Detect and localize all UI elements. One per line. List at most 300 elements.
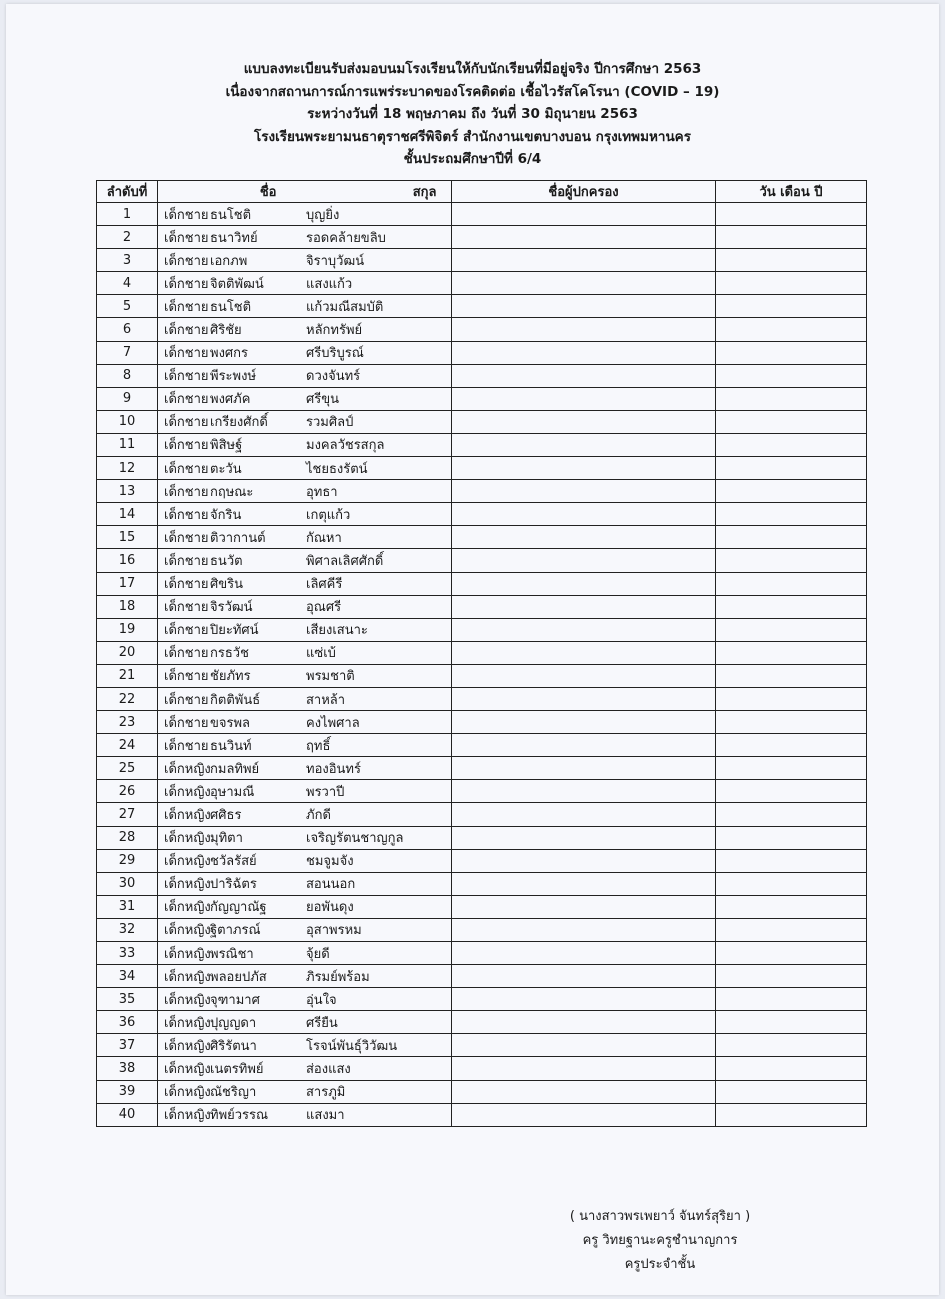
name-prefix: เด็กชาย: [164, 392, 209, 408]
row-number: 19: [97, 618, 158, 641]
guardian-cell: [452, 641, 716, 664]
student-name-cell: [158, 1034, 452, 1057]
table-row: [97, 595, 867, 618]
date-cell: [716, 226, 867, 249]
date-cell: [716, 480, 867, 503]
class-level: ชั้นประถมศึกษาปีที่ 6/4: [403, 151, 542, 167]
table-row: [97, 203, 867, 226]
first-name: จิรวัฒน์: [210, 600, 253, 616]
date-cell: [716, 364, 867, 387]
date-cell: [716, 849, 867, 872]
row-number: 25: [97, 757, 158, 780]
student-name-cell: [158, 480, 452, 503]
guardian-cell: [452, 480, 716, 503]
name-prefix: เด็กหญิง: [164, 1085, 211, 1101]
name-prefix: เด็กชาย: [164, 438, 209, 454]
student-name-cell: [158, 1011, 452, 1034]
last-name: ทองอินทร์: [306, 761, 361, 777]
name-prefix: เด็กชาย: [164, 623, 209, 639]
last-name: เกตุแก้ว: [306, 507, 351, 523]
student-name-cell: [158, 664, 452, 687]
roster-body: [97, 203, 867, 1127]
table-row: [97, 780, 867, 803]
guardian-cell: [452, 549, 716, 572]
name-prefix: เด็กหญิง: [164, 1015, 211, 1031]
first-name: กมลทิพย์: [210, 761, 260, 777]
first-name: ศศิธร: [210, 807, 242, 823]
date-cell: [716, 1103, 867, 1126]
form-title: แบบลงทะเบียนรับส่งมอบนมโรงเรียนให้กับนักเรียนที่มีอยู่จริง ปีการศึกษา 2563: [243, 61, 702, 77]
student-name-cell: [158, 572, 452, 595]
table-row: [97, 872, 867, 895]
date-cell: [716, 988, 867, 1011]
guardian-cell: [452, 433, 716, 456]
guardian-cell: [452, 226, 716, 249]
table-header-row: [97, 181, 867, 203]
name-prefix: เด็กชาย: [164, 323, 209, 339]
guardian-cell: [452, 526, 716, 549]
date-cell: [716, 687, 867, 710]
name-prefix: เด็กชาย: [164, 346, 209, 362]
first-name: ธนวัต: [210, 553, 243, 569]
table-row: [97, 1103, 867, 1126]
name-prefix: เด็กชาย: [164, 507, 209, 523]
first-name: พลอยปภัส: [210, 969, 267, 985]
first-name: อุษามณี: [210, 784, 255, 800]
date-cell: [716, 549, 867, 572]
first-name: เอกภพ: [210, 253, 248, 269]
row-number: 12: [97, 457, 158, 480]
date-cell: [716, 618, 867, 641]
name-prefix: เด็กหญิง: [164, 969, 211, 985]
name-prefix: เด็กหญิง: [164, 923, 211, 939]
date-cell: [716, 249, 867, 272]
student-name-cell: [158, 295, 452, 318]
date-cell: [716, 503, 867, 526]
guardian-cell: [452, 942, 716, 965]
last-name: ไชยธงรัตน์: [306, 461, 368, 477]
first-name: กิตติพันธ์: [210, 692, 261, 708]
date-cell: [716, 318, 867, 341]
first-name: เกรียงศักดิ์: [210, 415, 268, 431]
student-name-cell: [158, 965, 452, 988]
name-prefix: เด็กหญิง: [164, 992, 211, 1008]
table-row: [97, 480, 867, 503]
first-name: กัญญาณัฐ: [210, 900, 267, 916]
name-prefix: เด็กชาย: [164, 299, 209, 315]
student-roster-table: [96, 180, 867, 1127]
last-name: รอดคล้ายขลิบ: [306, 230, 386, 246]
last-name: รวมศิลป์: [306, 415, 354, 431]
student-name-cell: [158, 641, 452, 664]
first-name: ศิริรัตนา: [210, 1038, 257, 1054]
row-number: 27: [97, 803, 158, 826]
first-name: พีระพงษ์: [210, 369, 257, 385]
last-name: อุสาพรหม: [306, 923, 362, 939]
first-name: ธนโชติ: [210, 207, 252, 223]
date-cell: [716, 965, 867, 988]
guardian-cell: [452, 341, 716, 364]
document-header: [0, 58, 945, 171]
row-number: 23: [97, 711, 158, 734]
name-prefix: เด็กหญิง: [164, 831, 211, 847]
guardian-cell: [452, 595, 716, 618]
date-cell: [716, 295, 867, 318]
row-number: 10: [97, 410, 158, 433]
table-row: [97, 942, 867, 965]
table-row: [97, 318, 867, 341]
student-name-cell: [158, 942, 452, 965]
date-cell: [716, 826, 867, 849]
guardian-cell: [452, 757, 716, 780]
name-prefix: เด็กชาย: [164, 715, 209, 731]
table-row: [97, 711, 867, 734]
first-name: เนตรทิพย์: [210, 1062, 264, 1078]
table-row: [97, 965, 867, 988]
row-number: 20: [97, 641, 158, 664]
row-number: 7: [97, 341, 158, 364]
column-header-surname: สกุล: [412, 185, 437, 200]
first-name: ตะวัน: [210, 461, 242, 477]
student-name-cell: [158, 803, 452, 826]
student-name-cell: [158, 734, 452, 757]
student-name-cell: [158, 1103, 452, 1126]
name-prefix: เด็กชาย: [164, 207, 209, 223]
student-name-cell: [158, 872, 452, 895]
table-row: [97, 641, 867, 664]
first-name: ปาริฉัตร: [210, 877, 257, 893]
first-name: พงศกร: [210, 346, 249, 362]
column-header-first-name: ชื่อ: [259, 185, 277, 200]
row-number: 21: [97, 664, 158, 687]
school-name: โรงเรียนพระยามนธาตุราชศรีพิจิตร์ สำนักงานเขตบางบอน กรุงเทพมหานคร: [254, 128, 691, 145]
name-prefix: เด็กหญิง: [164, 854, 211, 870]
date-cell: [716, 664, 867, 687]
date-cell: [716, 872, 867, 895]
last-name: เสียงเสนาะ: [306, 623, 368, 639]
column-header-no: ลำดับที่: [97, 181, 158, 203]
row-number: 35: [97, 988, 158, 1011]
guardian-cell: [452, 1057, 716, 1080]
student-name-cell: [158, 780, 452, 803]
table-row: [97, 364, 867, 387]
last-name: หลักทรัพย์: [306, 323, 363, 339]
date-cell: [716, 1080, 867, 1103]
guardian-cell: [452, 988, 716, 1011]
name-prefix: เด็กหญิง: [164, 877, 211, 893]
last-name: สอนนอก: [306, 877, 356, 893]
last-name: แก้วมณีสมบัติ: [306, 299, 384, 315]
guardian-cell: [452, 780, 716, 803]
date-cell: [716, 803, 867, 826]
last-name: ฤทธิ์: [306, 738, 331, 754]
student-name-cell: [158, 318, 452, 341]
table-row: [97, 1011, 867, 1034]
row-number: 39: [97, 1080, 158, 1103]
student-name-cell: [158, 457, 452, 480]
last-name: สาหล้า: [306, 692, 346, 708]
name-prefix: เด็กชาย: [164, 646, 209, 662]
last-name: ภักดี: [306, 807, 331, 823]
date-cell: [716, 341, 867, 364]
first-name: กฤษณะ: [210, 484, 254, 500]
last-name: อุ่นใจ: [306, 992, 337, 1008]
last-name: แสงแก้ว: [306, 276, 353, 292]
table-row: [97, 826, 867, 849]
first-name: จักริน: [210, 507, 242, 523]
guardian-cell: [452, 203, 716, 226]
guardian-cell: [452, 803, 716, 826]
date-cell: [716, 734, 867, 757]
last-name: ชมจูมจัง: [306, 854, 354, 870]
student-name-cell: [158, 595, 452, 618]
guardian-cell: [452, 457, 716, 480]
row-number: 3: [97, 249, 158, 272]
last-name: ภิรมย์พร้อม: [306, 969, 370, 985]
date-cell: [716, 526, 867, 549]
table-row: [97, 1034, 867, 1057]
student-name-cell: [158, 433, 452, 456]
student-name-cell: [158, 526, 452, 549]
student-name-cell: [158, 988, 452, 1011]
row-number: 33: [97, 942, 158, 965]
student-name-cell: [158, 826, 452, 849]
name-prefix: เด็กชาย: [164, 600, 209, 616]
date-cell: [716, 272, 867, 295]
guardian-cell: [452, 1034, 716, 1057]
last-name: กัณหา: [306, 530, 342, 546]
column-header-guardian: ชื่อผู้ปกครอง: [452, 181, 716, 203]
first-name: ชวัลรัสย์: [210, 854, 257, 870]
last-name: บุญยิ่ง: [306, 207, 340, 223]
table-row: [97, 618, 867, 641]
date-cell: [716, 918, 867, 941]
guardian-cell: [452, 364, 716, 387]
table-row: [97, 249, 867, 272]
guardian-cell: [452, 249, 716, 272]
guardian-cell: [452, 664, 716, 687]
name-prefix: เด็กชาย: [164, 276, 209, 292]
date-cell: [716, 757, 867, 780]
first-name: ฐิตาภรณ์: [210, 923, 261, 939]
row-number: 17: [97, 572, 158, 595]
student-name-cell: [158, 203, 452, 226]
student-name-cell: [158, 272, 452, 295]
row-number: 15: [97, 526, 158, 549]
table-row: [97, 341, 867, 364]
student-name-cell: [158, 1080, 452, 1103]
date-cell: [716, 641, 867, 664]
name-prefix: เด็กหญิง: [164, 1038, 211, 1054]
last-name: มงคลวัชรสกุล: [306, 438, 385, 454]
row-number: 26: [97, 780, 158, 803]
row-number: 29: [97, 849, 158, 872]
row-number: 16: [97, 549, 158, 572]
signer-name: ( นางสาวพรเพยาว์ จันทร์สุริยา ): [569, 1209, 751, 1224]
name-prefix: เด็กชาย: [164, 530, 209, 546]
last-name: แซ่เบ้: [306, 646, 336, 662]
row-number: 2: [97, 226, 158, 249]
date-cell: [716, 595, 867, 618]
table-row: [97, 549, 867, 572]
table-row: [97, 387, 867, 410]
table-row: [97, 526, 867, 549]
date-cell: [716, 457, 867, 480]
row-number: 8: [97, 364, 158, 387]
row-number: 24: [97, 734, 158, 757]
last-name: สารภูมิ: [306, 1085, 346, 1101]
name-prefix: เด็กหญิง: [164, 946, 211, 962]
table-row: [97, 226, 867, 249]
guardian-cell: [452, 572, 716, 595]
first-name: ชัยภัทร: [210, 669, 251, 685]
student-name-cell: [158, 687, 452, 710]
date-cell: [716, 387, 867, 410]
last-name: พรวาปี: [306, 784, 345, 800]
name-prefix: เด็กชาย: [164, 692, 209, 708]
student-name-cell: [158, 364, 452, 387]
row-number: 5: [97, 295, 158, 318]
row-number: 38: [97, 1057, 158, 1080]
first-name: ศิขริน: [210, 577, 244, 593]
name-prefix: เด็กชาย: [164, 230, 209, 246]
date-cell: [716, 203, 867, 226]
name-prefix: เด็กชาย: [164, 553, 209, 569]
guardian-cell: [452, 826, 716, 849]
last-name: ยอพันดุง: [306, 900, 354, 916]
guardian-cell: [452, 849, 716, 872]
first-name: กรธวัช: [210, 646, 249, 662]
last-name: จุ้ยดี: [306, 946, 330, 962]
name-prefix: เด็กชาย: [164, 669, 209, 685]
last-name: เลิศคีรี: [306, 577, 343, 593]
row-number: 14: [97, 503, 158, 526]
column-header-name: [158, 181, 452, 203]
last-name: พิศาลเลิศศักดิ์: [306, 553, 384, 569]
last-name: ดวงจันทร์: [306, 369, 361, 385]
row-number: 40: [97, 1103, 158, 1126]
date-cell: [716, 1011, 867, 1034]
last-name: ศรียืน: [306, 1015, 338, 1031]
row-number: 36: [97, 1011, 158, 1034]
student-name-cell: [158, 226, 452, 249]
table-row: [97, 1080, 867, 1103]
guardian-cell: [452, 618, 716, 641]
name-prefix: เด็กหญิง: [164, 900, 211, 916]
guardian-cell: [452, 387, 716, 410]
row-number: 6: [97, 318, 158, 341]
guardian-cell: [452, 1011, 716, 1034]
guardian-cell: [452, 872, 716, 895]
table-row: [97, 272, 867, 295]
guardian-cell: [452, 295, 716, 318]
first-name: จิตติพัฒน์: [210, 276, 264, 292]
first-name: พิสิษฐ์: [210, 438, 243, 454]
first-name: จุฑามาศ: [210, 992, 260, 1008]
table-row: [97, 433, 867, 456]
name-prefix: เด็กชาย: [164, 577, 209, 593]
last-name: อุทธา: [306, 484, 338, 500]
date-cell: [716, 1034, 867, 1057]
table-row: [97, 572, 867, 595]
table-row: [97, 803, 867, 826]
student-name-cell: [158, 918, 452, 941]
table-row: [97, 849, 867, 872]
row-number: 18: [97, 595, 158, 618]
guardian-cell: [452, 918, 716, 941]
first-name: พงศภัค: [210, 392, 251, 408]
name-prefix: เด็กชาย: [164, 484, 209, 500]
student-name-cell: [158, 410, 452, 433]
last-name: พรมชาติ: [306, 669, 355, 685]
row-number: 30: [97, 872, 158, 895]
student-name-cell: [158, 895, 452, 918]
name-prefix: เด็กชาย: [164, 415, 209, 431]
last-name: คงไพศาล: [306, 715, 360, 731]
student-name-cell: [158, 549, 452, 572]
last-name: แสงมา: [306, 1108, 345, 1124]
first-name: ขจรพล: [210, 715, 251, 731]
row-number: 4: [97, 272, 158, 295]
date-cell: [716, 780, 867, 803]
table-row: [97, 503, 867, 526]
first-name: ธนโชติ: [210, 299, 252, 315]
first-name: ปิยะทัศน์: [210, 623, 259, 639]
date-cell: [716, 942, 867, 965]
table-row: [97, 1057, 867, 1080]
last-name: จิราบุวัฒน์: [306, 253, 365, 269]
signer-position: ครู วิทยฐานะครูชำนาญการ: [582, 1233, 738, 1248]
first-name: พรณิชา: [210, 946, 254, 962]
first-name: ทิพย์วรรณ: [210, 1108, 269, 1124]
guardian-cell: [452, 410, 716, 433]
guardian-cell: [452, 1103, 716, 1126]
form-subtitle: เนื่องจากสถานการณ์การแพร่ระบาดของโรคติดต่อ เชื้อไวรัสโคโรนา (COVID – 19): [225, 83, 720, 100]
last-name: ศรีขุน: [306, 392, 340, 408]
table-row: [97, 410, 867, 433]
row-number: 28: [97, 826, 158, 849]
last-name: ศรีบริบูรณ์: [306, 346, 364, 362]
first-name: ศิริชัย: [210, 323, 242, 339]
student-name-cell: [158, 503, 452, 526]
guardian-cell: [452, 965, 716, 988]
first-name: ธนวินท์: [210, 738, 252, 754]
name-prefix: เด็กชาย: [164, 253, 209, 269]
row-number: 1: [97, 203, 158, 226]
table-row: [97, 918, 867, 941]
guardian-cell: [452, 1080, 716, 1103]
date-cell: [716, 433, 867, 456]
last-name: ส่องแสง: [306, 1062, 351, 1078]
table-row: [97, 295, 867, 318]
last-name: โรจน์พันธุ์วิวัฒน: [306, 1038, 398, 1054]
date-cell: [716, 895, 867, 918]
guardian-cell: [452, 272, 716, 295]
column-header-date: วัน เดือน ปี: [716, 181, 867, 203]
student-name-cell: [158, 618, 452, 641]
last-name: เจริญรัตนชาญกูล: [306, 831, 404, 847]
student-name-cell: [158, 341, 452, 364]
name-prefix: เด็กหญิง: [164, 807, 211, 823]
row-number: 31: [97, 895, 158, 918]
name-prefix: เด็กหญิง: [164, 784, 211, 800]
row-number: 22: [97, 687, 158, 710]
student-name-cell: [158, 711, 452, 734]
student-name-cell: [158, 849, 452, 872]
name-prefix: เด็กชาย: [164, 369, 209, 385]
table-row: [97, 457, 867, 480]
table-row: [97, 988, 867, 1011]
